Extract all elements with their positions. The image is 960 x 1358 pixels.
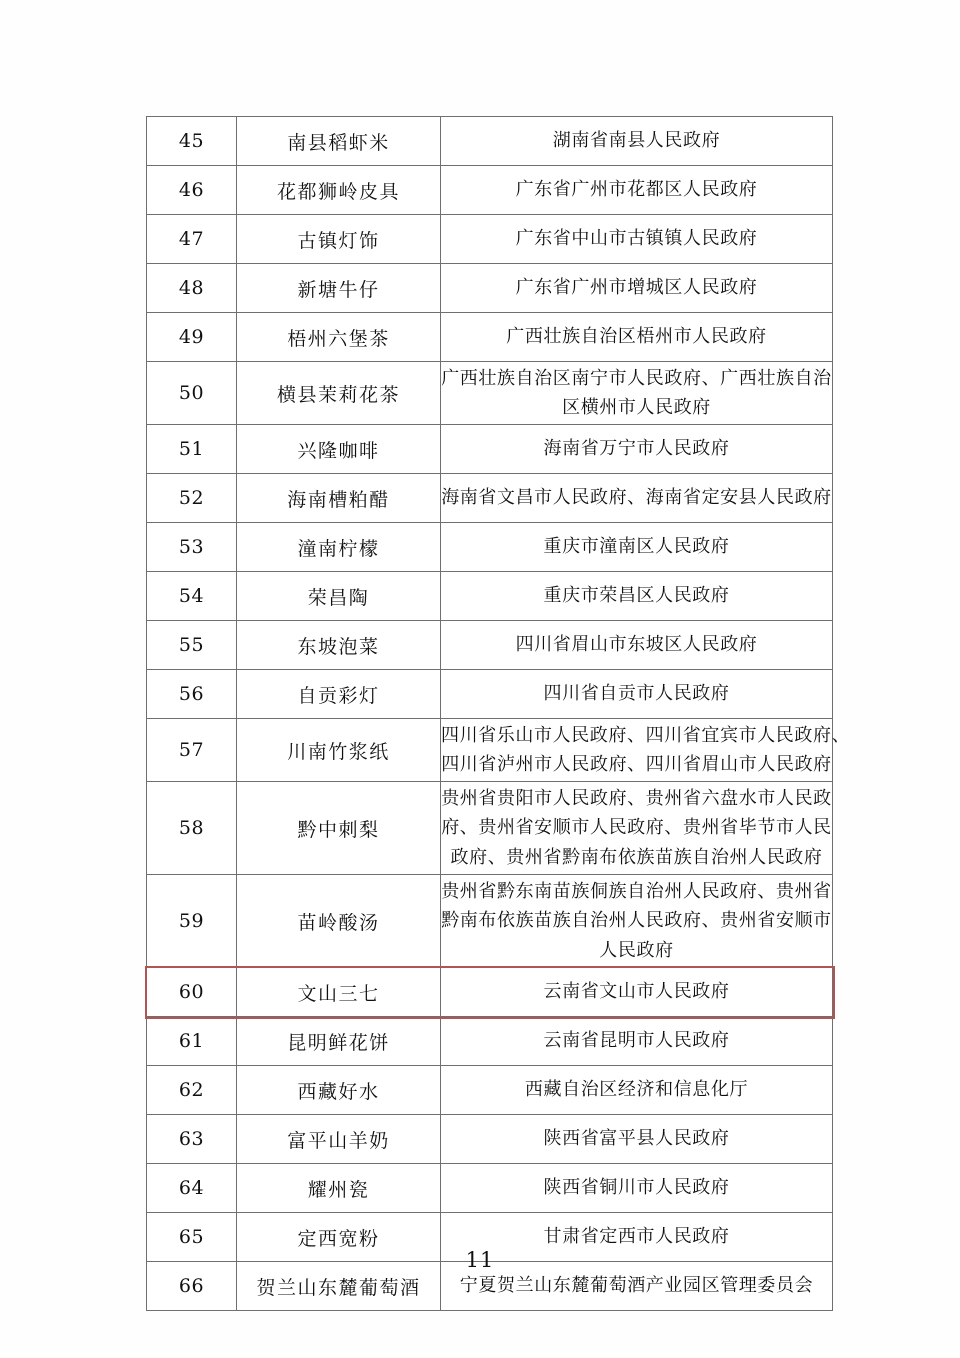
authority-line: 广西壮族自治区梧州市人民政府 — [506, 326, 767, 348]
cell-authority — [441, 875, 833, 968]
cell-product-name: 苗岭酸汤 — [237, 875, 441, 968]
table-row — [147, 875, 833, 968]
authority-line: 四川省泸州市人民政府、四川省眉山市人民政府 — [441, 754, 832, 775]
cell-product-name: 荣昌陶 — [237, 572, 441, 621]
authority-line: 海南省万宁市人民政府 — [543, 438, 730, 460]
cell-product-name: 梧州六堡茶 — [237, 313, 441, 362]
authority-line: 西藏自治区经济和信息化厅 — [524, 1079, 749, 1101]
authority-line: 广西壮族自治区南宁市人民政府、广西壮族自治 — [441, 367, 832, 389]
cell-product-name: 富平山羊奶 — [237, 1115, 441, 1164]
product-authority-table-container — [146, 116, 851, 1311]
cell-product-name: 自贡彩灯 — [237, 670, 441, 719]
table-row — [147, 572, 833, 621]
cell-product-name: 兴隆咖啡 — [237, 425, 441, 474]
cell-product-name: 贺兰山东麓葡萄酒 — [237, 1262, 441, 1311]
table-row — [147, 117, 833, 166]
cell-authority — [441, 1066, 833, 1115]
authority-line: 宁夏贺兰山东麓葡萄酒产业园区管理委员会 — [459, 1275, 814, 1297]
authority-line: 区横州市人民政府 — [562, 397, 711, 418]
authority-line: 黔南布依族苗族自治州人民政府、贵州省安顺市 — [441, 910, 832, 932]
table-row — [147, 264, 833, 313]
cell-index: 46 — [147, 166, 237, 215]
cell-authority — [441, 572, 833, 621]
table-row — [147, 166, 833, 215]
authority-line: 云南省昆明市人民政府 — [543, 1030, 730, 1052]
cell-authority — [441, 670, 833, 719]
authority-line: 广东省广州市花都区人民政府 — [515, 179, 758, 201]
cell-product-name: 潼南柠檬 — [237, 523, 441, 572]
authority-line: 重庆市荣昌区人民政府 — [543, 585, 730, 607]
authority-line: 广东省中山市古镇镇人民政府 — [515, 228, 758, 250]
cell-authority — [441, 1115, 833, 1164]
cell-authority — [441, 425, 833, 474]
cell-authority — [441, 1017, 833, 1066]
cell-index: 61 — [147, 1017, 237, 1066]
cell-product-name: 南县稻虾米 — [237, 117, 441, 166]
table-row — [147, 313, 833, 362]
cell-authority — [441, 215, 833, 264]
cell-index: 54 — [147, 572, 237, 621]
cell-index: 48 — [147, 264, 237, 313]
table-row — [147, 425, 833, 474]
cell-authority — [441, 523, 833, 572]
authority-line: 政府、贵州省黔南布依族苗族自治州人民政府 — [450, 846, 823, 868]
cell-index: 58 — [147, 782, 237, 875]
cell-product-name: 川南竹浆纸 — [237, 719, 441, 782]
cell-product-name: 花都狮岭皮具 — [237, 166, 441, 215]
table-row — [147, 362, 833, 425]
cell-product-name: 西藏好水 — [237, 1066, 441, 1115]
authority-line: 陕西省铜川市人民政府 — [543, 1177, 730, 1199]
authority-line: 广东省广州市增城区人民政府 — [515, 277, 758, 299]
cell-authority — [441, 313, 833, 362]
cell-index: 47 — [147, 215, 237, 264]
table-row — [147, 621, 833, 670]
table-row — [147, 215, 833, 264]
cell-authority — [441, 117, 833, 166]
cell-index: 53 — [147, 523, 237, 572]
authority-line: 府、贵州省安顺市人民政府、贵州省毕节市人民 — [441, 817, 832, 839]
authority-line: 海南省文昌市人民政府、海南省定安县人民政府 — [441, 487, 832, 509]
cell-product-name: 东坡泡菜 — [237, 621, 441, 670]
cell-product-name: 古镇灯饰 — [237, 215, 441, 264]
cell-product-name: 耀州瓷 — [237, 1164, 441, 1213]
cell-index: 55 — [147, 621, 237, 670]
cell-product-name: 黔中刺梨 — [237, 782, 441, 875]
authority-line: 湖南省南县人民政府 — [552, 130, 721, 152]
cell-index: 62 — [147, 1066, 237, 1115]
cell-authority — [441, 782, 833, 875]
cell-product-name: 海南槽粕醋 — [237, 474, 441, 523]
authority-line: 四川省眉山市东坡区人民政府 — [515, 634, 758, 656]
cell-authority — [441, 719, 851, 782]
table-row — [147, 523, 833, 572]
table-row — [147, 1017, 833, 1066]
cell-product-name: 昆明鲜花饼 — [237, 1017, 441, 1066]
authority-line: 重庆市潼南区人民政府 — [543, 536, 730, 558]
table-row — [147, 1066, 833, 1115]
authority-line: 陕西省富平县人民政府 — [543, 1128, 730, 1150]
cell-index: 65 — [147, 1213, 237, 1262]
page-number: 11 — [465, 1248, 495, 1272]
table-row — [147, 719, 833, 782]
cell-index: 51 — [147, 425, 237, 474]
cell-authority — [441, 166, 833, 215]
authority-line: 人民政府 — [599, 939, 674, 961]
authority-line: 贵州省黔东南苗族侗族自治州人民政府、贵州省 — [441, 881, 832, 903]
cell-index: 45 — [147, 117, 237, 166]
cell-product-name: 横县茉莉花茶 — [237, 362, 441, 425]
cell-index: 57 — [147, 719, 237, 782]
cell-index: 52 — [147, 474, 237, 523]
authority-line: 贵州省贵阳市人民政府、贵州省六盘水市人民政 — [441, 788, 832, 810]
table-row — [147, 968, 833, 1017]
cell-index: 64 — [147, 1164, 237, 1213]
table-row — [147, 1164, 833, 1213]
cell-index: 60 — [147, 968, 237, 1017]
cell-authority — [441, 474, 833, 523]
cell-product-name: 文山三七 — [237, 968, 441, 1017]
cell-authority — [441, 968, 833, 1017]
authority-line: 甘肃省定西市人民政府 — [543, 1226, 730, 1248]
cell-index: 49 — [147, 313, 237, 362]
table-row — [147, 782, 833, 875]
cell-index: 50 — [147, 362, 237, 425]
table-body — [147, 117, 851, 1311]
table-row — [147, 1115, 833, 1164]
cell-index: 59 — [147, 875, 237, 968]
table-row — [147, 670, 833, 719]
cell-product-name: 定西宽粉 — [237, 1213, 441, 1262]
authority-line: 四川省自贡市人民政府 — [543, 683, 730, 705]
cell-product-name: 新塘牛仔 — [237, 264, 441, 313]
product-authority-table — [146, 116, 851, 1311]
cell-authority — [441, 621, 833, 670]
cell-index: 66 — [147, 1262, 237, 1311]
authority-line: 四川省乐山市人民政府、四川省宜宾市人民政府、 — [441, 724, 851, 746]
authority-line: 云南省文山市人民政府 — [543, 981, 730, 1003]
cell-index: 63 — [147, 1115, 237, 1164]
table-row — [147, 474, 833, 523]
cell-authority — [441, 1164, 833, 1213]
cell-index: 56 — [147, 670, 237, 719]
cell-authority — [441, 264, 833, 313]
cell-authority — [441, 362, 833, 425]
